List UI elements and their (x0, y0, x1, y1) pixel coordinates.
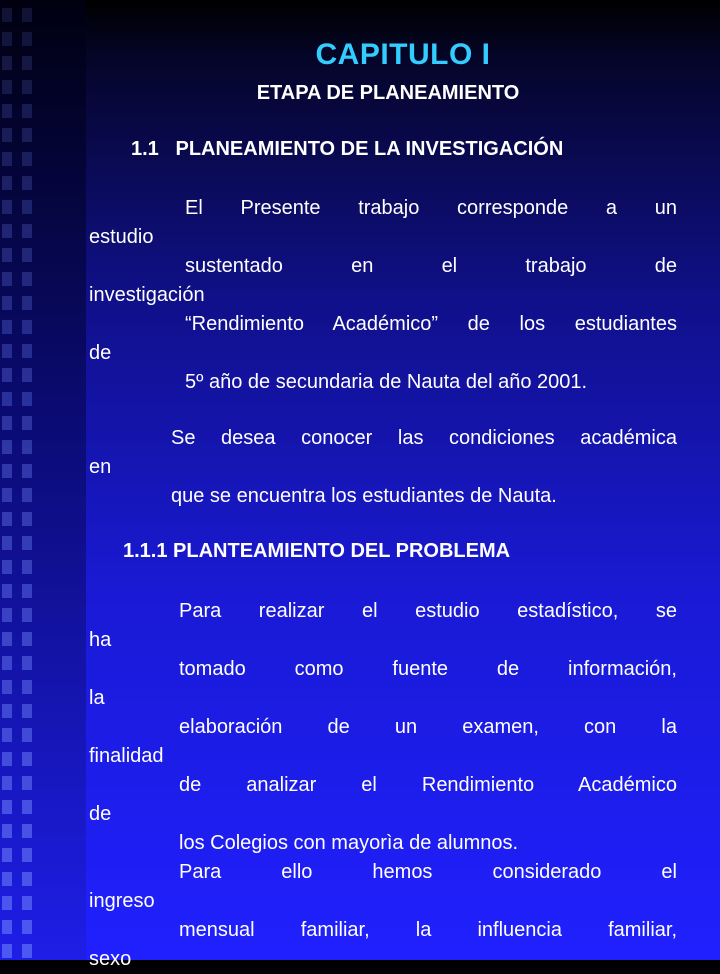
decorative-square (2, 800, 12, 814)
decorative-square (22, 656, 32, 670)
paragraph-line: 5º año de secundaria de Nauta del año 2001. (185, 371, 588, 393)
paragraph-line: de analizar el Rendimiento Académico (179, 774, 677, 796)
decorative-square (22, 872, 32, 886)
decorative-square (22, 536, 32, 550)
decorative-square (22, 920, 32, 934)
paragraph-line: los Colegios con mayorìa de alumnos. (179, 832, 519, 854)
decorative-square (22, 272, 32, 286)
decorative-square (2, 320, 12, 334)
decorative-square (22, 176, 32, 190)
paragraph-line: finalidad (89, 745, 164, 767)
decorative-square (22, 800, 32, 814)
decorative-square (22, 128, 32, 142)
decorative-square (22, 392, 32, 406)
decorative-square (2, 752, 12, 766)
paragraph-problem (89, 597, 677, 974)
decorative-square (2, 248, 12, 262)
decorative-square (22, 224, 32, 238)
decorative-square (2, 368, 12, 382)
paragraph-line: que se encuentra los estudiantes de Nauta. (171, 485, 557, 507)
decorative-square (22, 512, 32, 526)
decorative-square (2, 632, 12, 646)
decorative-square (22, 344, 32, 358)
paragraph-line: Se desea conocer las condiciones académica (171, 427, 677, 449)
decorative-square (22, 680, 32, 694)
paragraph-line: ingreso (89, 890, 155, 912)
paragraph-line: estudio (89, 226, 154, 248)
decorative-square (2, 872, 12, 886)
decorative-square (22, 608, 32, 622)
decorative-square (22, 104, 32, 118)
decorative-square (2, 296, 12, 310)
decorative-square (2, 488, 12, 502)
decorative-square (22, 32, 32, 46)
decorative-square (22, 248, 32, 262)
decorative-square (2, 440, 12, 454)
decorative-square (22, 56, 32, 70)
paragraph-line: investigación (89, 284, 205, 306)
decorative-square (22, 584, 32, 598)
decorative-square (22, 824, 32, 838)
paragraph-line: elaboración de un examen, con la (179, 716, 677, 738)
section-heading-1-1: 1.1 PLANEAMIENTO DE LA INVESTIGACIÓN (131, 138, 564, 160)
decorative-square (2, 680, 12, 694)
decorative-square (22, 416, 32, 430)
decorative-square (2, 272, 12, 286)
decorative-square (22, 464, 32, 478)
decorative-square (2, 464, 12, 478)
chapter-title: CAPITULO I (315, 38, 491, 71)
paragraph-line: Para realizar el estudio estadístico, se (179, 600, 677, 622)
decorative-square (2, 728, 12, 742)
decorative-squares (0, 0, 86, 960)
decorative-square (2, 608, 12, 622)
decorative-square (2, 344, 12, 358)
decorative-square (2, 32, 12, 46)
paragraph-line: El Presente trabajo corresponde a un (185, 197, 677, 219)
decorative-square (2, 656, 12, 670)
decorative-square (22, 80, 32, 94)
paragraph-line: ha (89, 629, 112, 651)
decorative-square (2, 104, 12, 118)
decorative-square (22, 296, 32, 310)
decorative-square (22, 776, 32, 790)
decorative-square (22, 728, 32, 742)
decorative-square (2, 392, 12, 406)
slide-content (86, 0, 720, 970)
decorative-square (2, 200, 12, 214)
decorative-square (2, 416, 12, 430)
decorative-square (22, 368, 32, 382)
paragraph-line: sexo (89, 948, 132, 970)
decorative-square (22, 200, 32, 214)
decorative-square (22, 8, 32, 22)
decorative-square (2, 536, 12, 550)
decorative-square (22, 752, 32, 766)
stage-title: ETAPA DE PLANEAMIENTO (256, 82, 520, 104)
decorative-square (2, 848, 12, 862)
paragraph-line: sustentado en el trabajo de (185, 255, 677, 277)
decorative-square (2, 560, 12, 574)
section-heading-1-1-1: 1.1.1 PLANTEAMIENTO DEL PROBLEMA (123, 540, 511, 562)
paragraph-objective (89, 424, 677, 511)
decorative-square (2, 584, 12, 598)
paragraph-line: Para ello hemos considerado el (179, 861, 677, 883)
decorative-square (22, 896, 32, 910)
decorative-square (22, 632, 32, 646)
paragraph-intro (89, 194, 677, 397)
paragraph-line: de (89, 803, 112, 825)
decorative-square (22, 560, 32, 574)
decorative-square (2, 152, 12, 166)
decorative-square (2, 704, 12, 718)
decorative-square (22, 320, 32, 334)
decorative-square (22, 440, 32, 454)
decorative-square (22, 848, 32, 862)
paragraph-line: de (89, 342, 112, 364)
decorative-square (22, 944, 32, 958)
decorative-square (2, 224, 12, 238)
decorative-square (2, 824, 12, 838)
paragraph-line: la (89, 687, 105, 709)
decorative-square (2, 80, 12, 94)
paragraph-line: “Rendimiento Académico” de los estudiantes (185, 313, 677, 335)
decorative-square (2, 512, 12, 526)
paragraph-line: en (89, 456, 112, 478)
decorative-square (2, 944, 12, 958)
decorative-square (2, 776, 12, 790)
decorative-square (2, 128, 12, 142)
decorative-square (22, 488, 32, 502)
paragraph-line: tomado como fuente de información, (179, 658, 677, 680)
decorative-square (2, 896, 12, 910)
decorative-square (2, 920, 12, 934)
paragraph-line: mensual familiar, la influencia familiar, (179, 919, 677, 941)
decorative-square (22, 152, 32, 166)
decorative-square (22, 704, 32, 718)
decorative-square (2, 56, 12, 70)
decorative-square (2, 8, 12, 22)
decorative-square (2, 176, 12, 190)
